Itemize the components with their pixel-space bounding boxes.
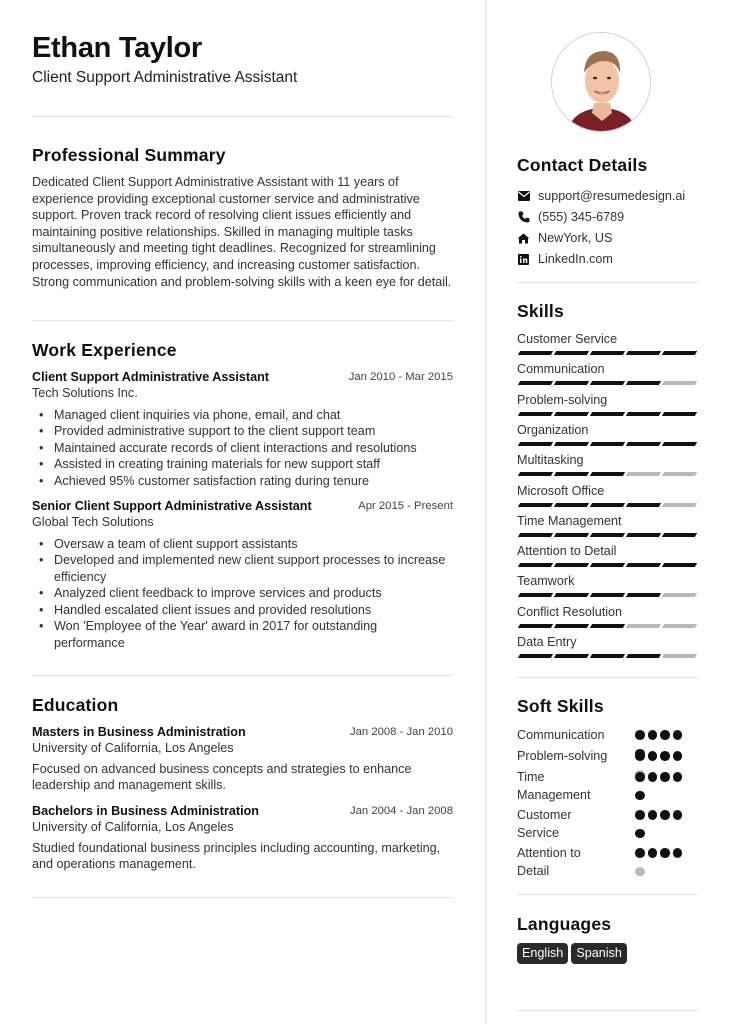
skill-segment-filled bbox=[518, 593, 553, 597]
degree-title: Masters in Business Administration bbox=[32, 725, 246, 739]
soft-skill-name: Time Management bbox=[517, 770, 591, 802]
contact-location-text: NewYork, US bbox=[538, 231, 613, 245]
job-dates: Jan 2010 - Mar 2015 bbox=[348, 371, 453, 383]
rating-dot-filled bbox=[648, 810, 658, 820]
divider bbox=[32, 675, 453, 676]
skill-name: Microsoft Office bbox=[517, 483, 605, 498]
skill-segment-filled bbox=[554, 654, 589, 658]
skill-name: Organization bbox=[517, 422, 589, 437]
skill-level-bar bbox=[517, 472, 698, 476]
bullet-item: • Managed client inquiries via phone, email, and chat bbox=[32, 407, 453, 424]
rating-dot-filled bbox=[635, 772, 645, 782]
skill-item bbox=[517, 543, 698, 567]
skill-segment-empty bbox=[662, 593, 697, 597]
language-tag: Spanish bbox=[571, 943, 627, 964]
skill-segment-empty bbox=[662, 472, 697, 476]
skill-name: Attention to Detail bbox=[517, 544, 617, 559]
skill-segment-filled bbox=[626, 412, 661, 416]
rating-dot-filled bbox=[635, 848, 645, 858]
contact-linkedin-text: LinkedIn.com bbox=[538, 252, 613, 266]
summary-text: Dedicated Client Support Administrative Assistant with 11 years of experience providing exceptional customer service and administrative support. Proven track record of resolving client issues efficiently and maintaining positive relationships. Skilled in managing multiple tasks simultaneously and meeting tight deadlines. Recognized for streamlining processes, improving efficiency, and increasing customer satisfaction. Strong communication and problem-solving skills with a keen eye for detail. bbox=[32, 175, 452, 289]
job-company: Tech Solutions Inc. bbox=[32, 386, 138, 400]
skill-segment-filled bbox=[626, 442, 661, 446]
section-title-contact: Contact Details bbox=[517, 155, 648, 175]
rating-dot-filled bbox=[635, 791, 645, 801]
candidate-headline: Client Support Administrative Assistant bbox=[32, 69, 298, 86]
skill-level-bar bbox=[517, 412, 698, 416]
skill-segment-empty bbox=[626, 472, 661, 476]
soft-skill-rating bbox=[635, 810, 685, 838]
skill-name: Multitasking bbox=[517, 453, 584, 468]
skill-segment-filled bbox=[626, 351, 661, 355]
skill-item bbox=[517, 604, 698, 628]
rating-dot-filled bbox=[635, 751, 645, 761]
bullet-item: • Handled escalated client issues and provided resolutions bbox=[32, 602, 453, 619]
job-bullets bbox=[32, 536, 453, 652]
skill-segment-filled bbox=[554, 351, 589, 355]
skill-name: Conflict Resolution bbox=[517, 604, 622, 619]
skill-segment-filled bbox=[554, 593, 589, 597]
skill-level-bar bbox=[517, 593, 698, 597]
divider bbox=[517, 894, 698, 895]
skill-segment-filled bbox=[662, 533, 697, 537]
skill-item bbox=[517, 634, 698, 658]
skill-level-bar bbox=[517, 381, 698, 385]
rating-dot-filled bbox=[660, 810, 670, 820]
soft-skill-name: Problem-solving bbox=[517, 749, 608, 763]
education-dates: Jan 2004 - Jan 2008 bbox=[349, 805, 453, 817]
avatar bbox=[551, 32, 651, 132]
contact-linkedin[interactable] bbox=[517, 251, 613, 267]
skill-name: Customer Service bbox=[517, 332, 618, 346]
skill-segment-filled bbox=[626, 654, 661, 658]
bullet-item: • Developed and implemented new client support processes to increase efficiency bbox=[32, 552, 453, 585]
rating-dot-filled bbox=[660, 730, 670, 740]
job-title: Senior Client Support Administrative Assistant bbox=[32, 499, 312, 513]
skill-name: Communication bbox=[517, 362, 605, 377]
skill-name: Problem-solving bbox=[517, 392, 608, 407]
bullet-item: • Maintained accurate records of client interactions and resolutions bbox=[32, 440, 453, 457]
soft-skill-name: Attention to Detail bbox=[517, 846, 581, 878]
rating-dot-filled bbox=[660, 751, 670, 761]
skill-segment-filled bbox=[590, 503, 625, 507]
skill-segment-filled bbox=[590, 442, 625, 446]
school-name: University of California, Los Angeles bbox=[32, 741, 234, 755]
skill-segment-empty bbox=[662, 654, 697, 658]
skill-segment-filled bbox=[590, 563, 625, 567]
skill-segment-empty bbox=[662, 503, 697, 507]
contact-email-text: support@resumedesign.ai bbox=[538, 189, 686, 203]
rating-dot-filled bbox=[648, 751, 658, 761]
envelope-icon bbox=[517, 190, 530, 203]
skill-segment-filled bbox=[554, 381, 589, 385]
rating-dot-filled bbox=[635, 730, 645, 740]
skill-segment-filled bbox=[662, 563, 697, 567]
rating-dot-filled bbox=[648, 848, 658, 858]
divider bbox=[32, 116, 453, 117]
contact-email[interactable] bbox=[517, 188, 685, 204]
skill-level-bar bbox=[517, 503, 698, 507]
skill-segment-filled bbox=[518, 563, 553, 567]
skill-segment-empty bbox=[626, 624, 661, 628]
skill-segment-filled bbox=[518, 654, 553, 658]
home-icon bbox=[517, 232, 530, 245]
section-title-experience: Work Experience bbox=[32, 340, 177, 360]
skill-segment-filled bbox=[662, 351, 697, 355]
skill-segment-filled bbox=[554, 472, 589, 476]
degree-title: Bachelors in Business Administration bbox=[32, 804, 259, 818]
divider bbox=[32, 320, 453, 321]
skill-segment-filled bbox=[518, 503, 553, 507]
skill-item bbox=[517, 452, 698, 476]
rating-dot-empty bbox=[635, 867, 645, 877]
skill-segment-filled bbox=[590, 381, 625, 385]
skill-name: Data Entry bbox=[517, 635, 577, 649]
skill-item bbox=[517, 483, 698, 507]
divider bbox=[517, 1010, 698, 1011]
candidate-name: Ethan Taylor bbox=[32, 32, 202, 64]
rating-dot-filled bbox=[673, 730, 683, 740]
skill-segment-filled bbox=[626, 533, 661, 537]
skill-segment-filled bbox=[518, 472, 553, 476]
skill-segment-filled bbox=[626, 593, 661, 597]
rating-dot-filled bbox=[660, 848, 670, 858]
job-bullets bbox=[32, 407, 453, 490]
skill-segment-filled bbox=[626, 503, 661, 507]
skill-level-bar bbox=[517, 533, 698, 537]
skill-level-bar bbox=[517, 624, 698, 628]
skill-name: Time Management bbox=[517, 513, 622, 528]
skill-segment-filled bbox=[590, 593, 625, 597]
divider bbox=[32, 897, 453, 898]
column-divider bbox=[485, 0, 487, 1024]
profile-photo bbox=[552, 33, 651, 132]
skill-segment-filled bbox=[518, 381, 553, 385]
skill-segment-filled bbox=[518, 442, 553, 446]
education-entry bbox=[32, 803, 453, 873]
rating-dot-filled bbox=[673, 751, 683, 761]
skill-segment-filled bbox=[518, 624, 553, 628]
contact-location bbox=[517, 230, 612, 246]
languages-list bbox=[517, 943, 630, 964]
job-entry bbox=[32, 369, 453, 489]
rating-dot-filled bbox=[648, 772, 658, 782]
skill-segment-filled bbox=[626, 563, 661, 567]
skill-segment-filled bbox=[590, 351, 625, 355]
skill-segment-filled bbox=[518, 351, 553, 355]
contact-phone-text: (555) 345-6789 bbox=[538, 210, 625, 224]
skill-item bbox=[517, 513, 698, 537]
skill-segment-filled bbox=[554, 412, 589, 416]
skill-segment-filled bbox=[590, 412, 625, 416]
soft-skill-name: Communication bbox=[517, 728, 605, 742]
rating-dot-filled bbox=[648, 730, 658, 740]
soft-skill-name: Customer Service bbox=[517, 808, 572, 840]
skill-segment-empty bbox=[662, 624, 697, 628]
soft-skill-rating bbox=[635, 848, 685, 876]
contact-phone[interactable] bbox=[517, 209, 624, 225]
bullet-item: • Won 'Employee of the Year' award in 2017 for outstanding performance bbox=[32, 618, 453, 651]
job-entry bbox=[32, 498, 453, 652]
education-entry bbox=[32, 724, 453, 794]
skill-segment-filled bbox=[590, 472, 625, 476]
job-dates: Apr 2015 - Present bbox=[358, 500, 453, 512]
job-company: Global Tech Solutions bbox=[32, 515, 154, 529]
skill-segment-filled bbox=[554, 533, 589, 537]
school-name: University of California, Los Angeles bbox=[32, 820, 234, 834]
section-title-soft-skills: Soft Skills bbox=[517, 696, 604, 716]
skill-level-bar bbox=[517, 563, 698, 567]
bullet-item: • Analyzed client feedback to improve services and products bbox=[32, 585, 453, 602]
skill-segment-filled bbox=[554, 563, 589, 567]
section-title-education: Education bbox=[32, 695, 119, 715]
skill-item bbox=[517, 573, 698, 597]
skill-segment-filled bbox=[590, 533, 625, 537]
bullet-item: • Oversaw a team of client support assistants bbox=[32, 536, 453, 553]
skill-level-bar bbox=[517, 442, 698, 446]
skill-segment-filled bbox=[554, 624, 589, 628]
skill-segment-filled bbox=[554, 503, 589, 507]
soft-skill-rating bbox=[635, 772, 685, 800]
education-description: Focused on advanced business concepts and strategies to enhance leadership and management skills. bbox=[32, 761, 412, 793]
rating-dot-filled bbox=[635, 829, 645, 839]
rating-dot-filled bbox=[673, 810, 683, 820]
rating-dot-filled bbox=[660, 772, 670, 782]
divider bbox=[517, 282, 698, 283]
skill-item bbox=[517, 331, 698, 355]
skill-level-bar bbox=[517, 351, 698, 355]
skill-segment-filled bbox=[626, 381, 661, 385]
rating-dot-filled bbox=[635, 810, 645, 820]
bullet-item: • Assisted in creating training materials for new support staff bbox=[32, 456, 453, 473]
divider bbox=[517, 677, 698, 678]
skill-name: Teamwork bbox=[517, 574, 575, 589]
bullet-item: • Provided administrative support to the client support team bbox=[32, 423, 453, 440]
skill-segment-filled bbox=[518, 533, 553, 537]
skill-segment-filled bbox=[590, 654, 625, 658]
job-title: Client Support Administrative Assistant bbox=[32, 370, 269, 384]
skill-level-bar bbox=[517, 654, 698, 658]
language-tag: English bbox=[517, 943, 568, 964]
skill-segment-filled bbox=[554, 442, 589, 446]
skill-segment-filled bbox=[518, 412, 553, 416]
skill-item bbox=[517, 422, 698, 446]
phone-icon bbox=[517, 211, 530, 224]
section-title-skills: Skills bbox=[517, 301, 564, 321]
education-description: Studied foundational business principles including accounting, marketing, and operations management. bbox=[32, 840, 441, 872]
linkedin-icon bbox=[517, 253, 530, 266]
skill-segment-filled bbox=[590, 624, 625, 628]
skill-segment-empty bbox=[662, 381, 697, 385]
bullet-item: • Achieved 95% customer satisfaction rating during tenure bbox=[32, 473, 453, 490]
rating-dot-filled bbox=[673, 848, 683, 858]
education-dates: Jan 2008 - Jan 2010 bbox=[349, 726, 453, 738]
section-title-summary: Professional Summary bbox=[32, 145, 226, 165]
skill-item bbox=[517, 392, 698, 416]
rating-dot-filled bbox=[673, 772, 683, 782]
skill-segment-filled bbox=[662, 412, 697, 416]
skill-segment-filled bbox=[662, 442, 697, 446]
skill-item bbox=[517, 361, 698, 385]
section-title-languages: Languages bbox=[517, 914, 612, 934]
